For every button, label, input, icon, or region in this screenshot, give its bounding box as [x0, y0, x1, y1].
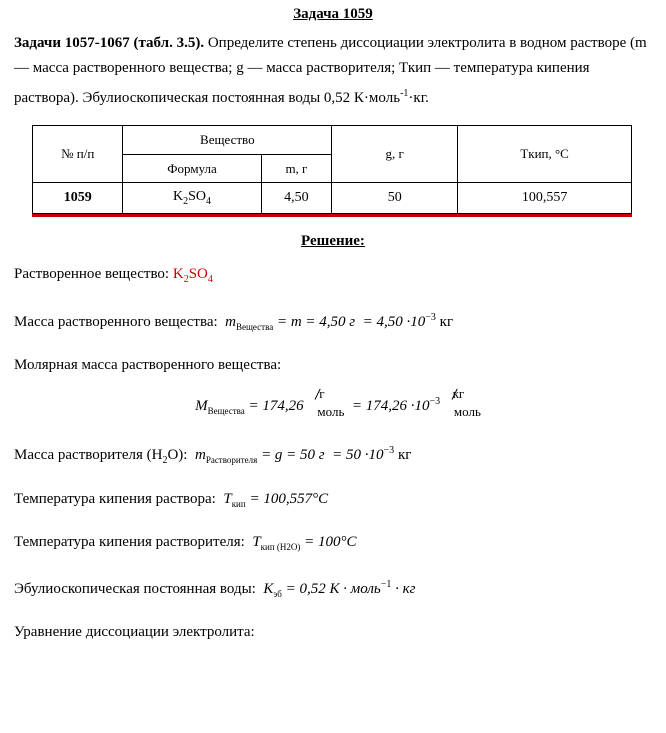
molar-mass-formula: $M_{Вещества} = 174,26$ г моль = $174,26 \cdot 10^{-3}$ кг моль	[195, 398, 481, 414]
dissolved-substance-label: Растворенное вещество:	[14, 266, 173, 282]
problem-statement	[0, 31, 666, 111]
molar-mass-label: Молярная масса растворенного вещества:	[14, 357, 282, 373]
solution-heading: Решение:	[301, 233, 365, 249]
problem-statement-sup: -1	[400, 88, 409, 99]
dissolved-substance-value: $K_2SO_4$	[172, 266, 213, 285]
dissolved-substance-line	[0, 264, 666, 290]
boiling-point-solvent-label: Температура кипения растворителя:	[14, 534, 245, 550]
cell-g: 50	[332, 183, 458, 214]
mass-of-substance-formula: $m_{Вещества} = m = 4,50$ $г = 4,50 \cdot 10^{-3}$ кг	[225, 312, 454, 332]
header-npp: № п/п	[33, 126, 123, 183]
header-g: g, г	[332, 126, 458, 183]
problem-statement-tail: ·кг.	[408, 90, 429, 106]
boiling-point-solvent-formula: $T_{кип (H2O)} = 100^\circ C$	[252, 534, 357, 552]
ebullioscopic-constant-line	[0, 575, 666, 604]
problem-statement-text: Определите степень диссоциации электролита в водном растворе (m — масса растворенного вещества; g — масса растворителя; Ткип — температура кипения раствора). Эбулиоскопическая постоянная воды 0,52 К·моль	[14, 35, 647, 106]
mass-of-substance-label: Масса растворенного вещества:	[14, 314, 218, 330]
fraction-g-per-mol: г моль	[309, 391, 342, 423]
table-row	[33, 183, 632, 214]
cell-npp: 1059	[33, 183, 123, 214]
boiling-point-solvent-line	[0, 532, 666, 557]
document-page	[0, 6, 666, 733]
boiling-point-solution-formula: $T_{кип} = 100,557^\circ C$	[223, 491, 329, 509]
cell-mass: 4,50	[261, 183, 332, 214]
boiling-point-solution-label: Температура кипения раствора:	[14, 491, 216, 507]
ebullioscopic-constant-formula: $K_{эб} = 0,52$ К · моль$^{-1}$ · кг	[263, 579, 416, 599]
header-formula: Формула	[123, 155, 261, 183]
header-tkip: Tкип, °С	[458, 126, 632, 183]
problem-statement-prefix: Задачи 1057-1067 (табл. 3.5).	[14, 35, 205, 51]
solvent-mass-line	[0, 441, 666, 471]
solvent-mass-label: Масса растворителя $(H_2O)$:	[14, 447, 188, 466]
cell-formula: $K_2SO_4$	[123, 183, 261, 214]
data-table	[32, 125, 632, 214]
solvent-mass-formula: $m_{Растворителя} = g = 50$ $г = 50 \cdot 10^{-3}$ кг	[194, 445, 412, 465]
header-substance: Вещество	[123, 126, 332, 155]
molar-mass-formula-line	[0, 386, 666, 423]
dissociation-equation-label-line	[0, 622, 666, 642]
molar-mass-label-line	[0, 355, 666, 375]
page-title: Задача 1059	[293, 6, 373, 22]
table-header-row-1	[33, 126, 632, 155]
ebullioscopic-constant-label: Эбулиоскопическая постоянная воды:	[14, 581, 256, 597]
fraction-kg-per-mol: кг моль	[452, 386, 481, 419]
mass-of-substance-line	[0, 308, 666, 337]
cell-tkip: 100,557	[458, 183, 632, 214]
header-mass: m, г	[261, 155, 332, 183]
red-divider	[32, 214, 632, 217]
dissociation-equation-label: Уравнение диссоциации электролита:	[14, 624, 255, 640]
boiling-point-solution-line	[0, 489, 666, 514]
